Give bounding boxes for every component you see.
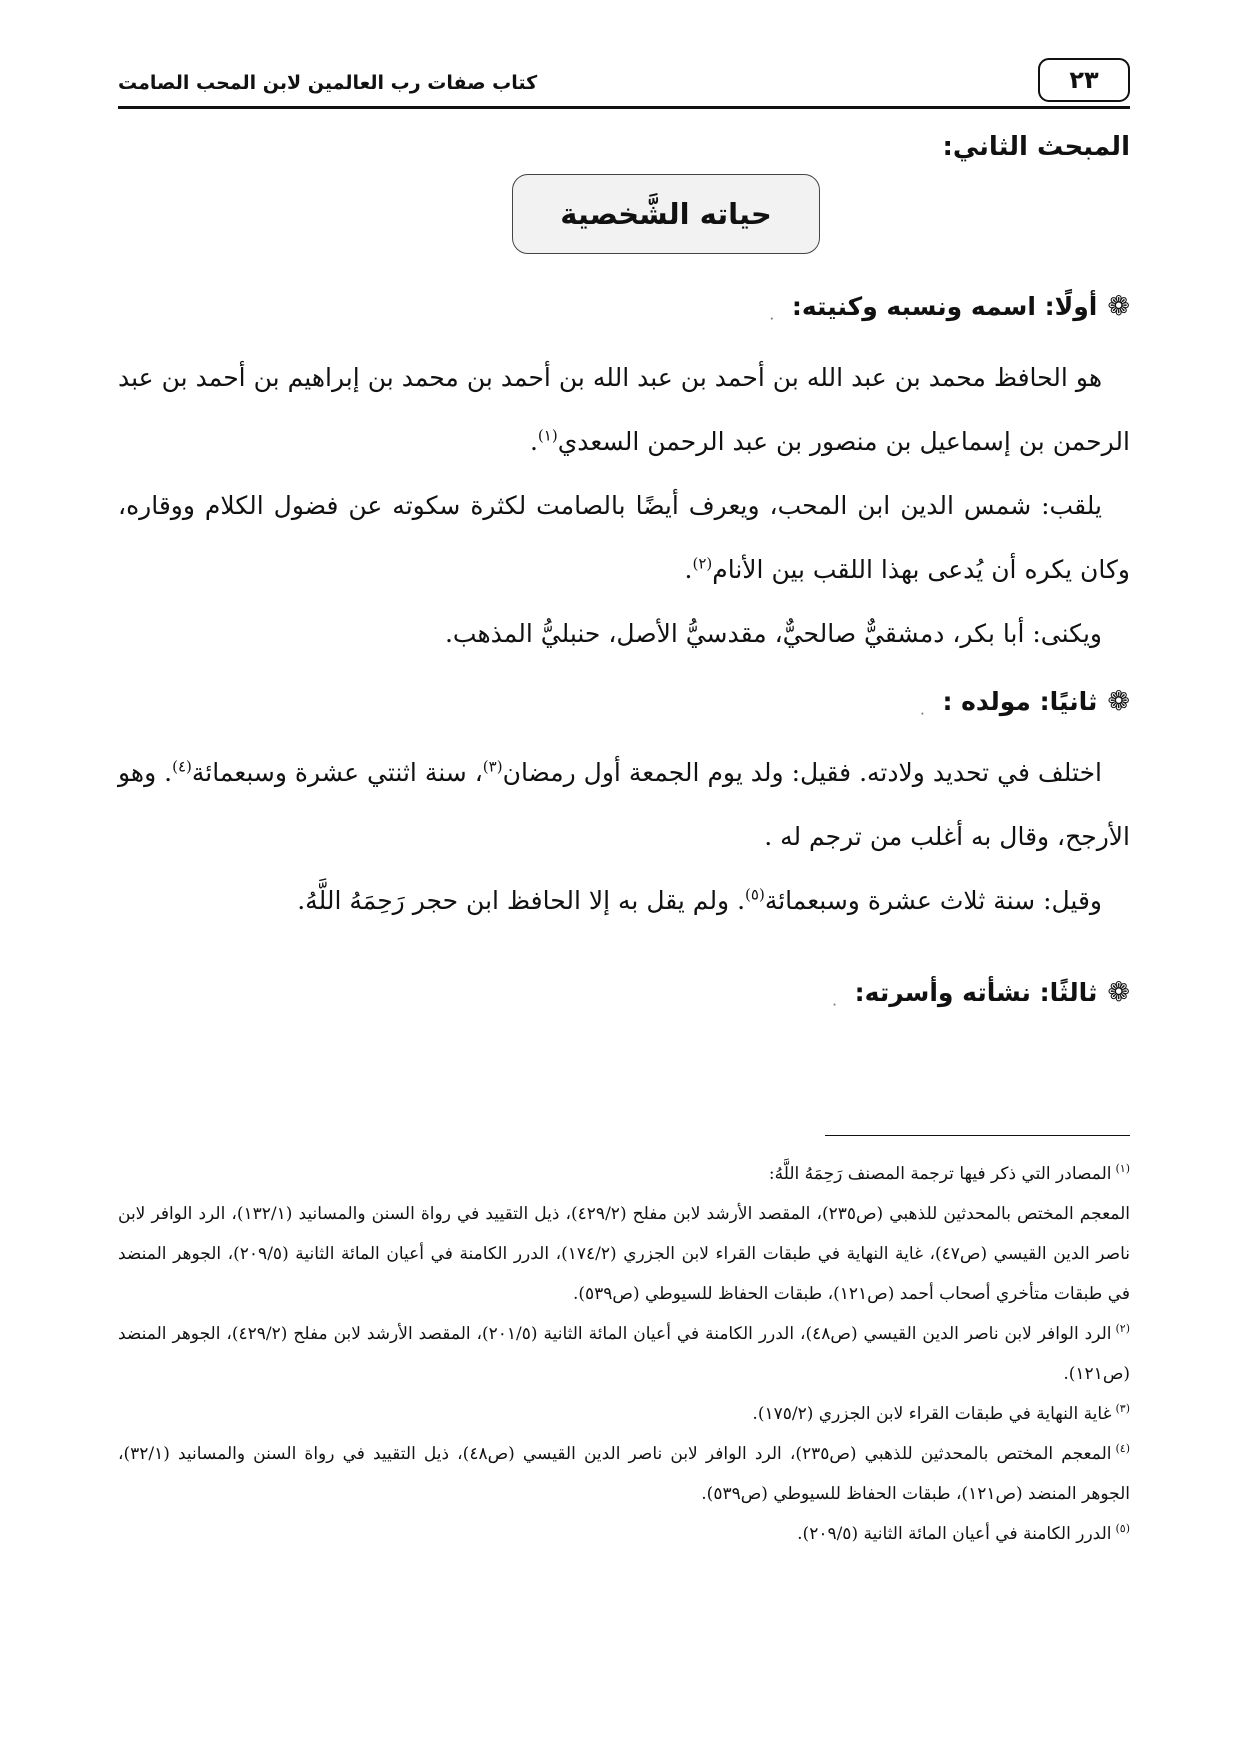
footnote-1-sources: المعجم المختص بالمحدثين للذهبي (ص٢٣٥)، المقصد الأرشد لابن مفلح (٤٢٩/٢)، ذيل التقييد في رواة السنن والمسانيد (١٣٢/١)، الرد الوافر لابن ناصر الدين القيسي (ص٤٧)، غاية النهاية في طبقات القراء لابن الجزري (١٧٤/٢)، الدرر الكامنة في أعيان المائة الثانية (٢٠٩/٥)، الجوهر المنضد في طبقات متأخري أصحاب أحمد (ص١٢١)، طبقات الحفاظ للسيوطي (ص٥٣٩).	[118, 1204, 1131, 1304]
section-title-box	[512, 174, 820, 254]
heading-text: ثانيًا: مولده :	[942, 687, 1098, 716]
margin-dot: ·	[920, 709, 925, 720]
footnote-ref-1[interactable]: (١)	[537, 426, 558, 445]
page-number: ٢٣	[1038, 58, 1130, 102]
footnote-5: $^{(٥)}$الدرر الكامنة في أعيان المائة الثانية (٢٠٩/٥).	[797, 1522, 1130, 1544]
flower-icon: ❁	[1107, 686, 1130, 717]
margin-dot: ·	[769, 314, 774, 325]
footnote-2: $^{(٢)}$الرد الوافر لابن ناصر الدين القيسي (ص٤٨)، الدرر الكامنة في أعيان المائة الثانية (٢٠١/٥)، المقصد الأرشد لابن مفلح (٤٢٩/٢)، الجوهر المنضد (ص١٢١).	[118, 1322, 1130, 1384]
heading-text: أولًا: اسمه ونسبه وكنيته:	[791, 292, 1098, 321]
heading-name-lineage	[769, 291, 1130, 325]
footnote-divider	[825, 1135, 1130, 1136]
footnote-ref-2[interactable]: (٢)	[692, 554, 713, 573]
paragraph-kunya: ويكنى: أبا بكر، دمشقيٌّ صالحيٌّ، مقدسيُّ الأصل، حنبليُّ المذهب.	[444, 619, 1102, 648]
flower-icon: ❁	[1107, 977, 1130, 1008]
book-title: كتاب صفات رب العالمين لابن المحب الصامت	[118, 72, 538, 94]
paragraph-title: يلقب: شمس الدين ابن المحب، ويعرف أيضًا بالصامت لكثرة سكوته عن فضول الكلام ووقاره، وكان يكره أن يُدعى بهذا اللقب بين الأنام$^{(٢)}$.	[118, 491, 1130, 584]
paragraph-birth-alt: وقيل: سنة ثلاث عشرة وسبعمائة$^{(٥)}$. ولم يقل به إلا الحافظ ابن حجر رَحِمَهُ اللَّهُ.	[297, 885, 1102, 915]
header-divider	[118, 106, 1130, 109]
paragraph-birth: اختلف في تحديد ولادته. فقيل: ولد يوم الجمعة أول رمضان$^{(٣)}$، سنة اثنتي عشرة وسبعمائة$^{(٤)}$. وهو الأرجح، وقال به أغلب من ترجم له .	[118, 757, 1130, 851]
footnotes	[118, 1154, 1130, 1554]
section-label: المبحث الثاني:	[942, 132, 1130, 162]
heading-birth	[920, 686, 1130, 720]
heading-text: ثالثًا: نشأته وأسرته:	[854, 978, 1098, 1007]
flower-icon: ❁	[1107, 291, 1130, 322]
footnote-ref-3[interactable]: (٣)	[482, 757, 503, 776]
footnote-3: $^{(٣)}$غاية النهاية في طبقات القراء لابن الجزري (١٧٥/٢).	[752, 1402, 1130, 1424]
footnote-ref-4[interactable]: (٤)	[172, 757, 192, 776]
footnote-ref-5[interactable]: (٥)	[745, 885, 765, 904]
page-header	[118, 52, 1130, 104]
footnote-4: $^{(٤)}$المعجم المختص بالمحدثين للذهبي (ص٢٣٥)، الرد الوافر لابن ناصر الدين القيسي (ص٤٨)، ذيل التقييد في رواة السنن والمسانيد (٣٢/١)، الجوهر المنضد (ص١٢١)، طبقات الحفاظ للسيوطي (ص٥٣٩).	[118, 1442, 1131, 1504]
footnote-1: $^{(١)}$المصادر التي ذكر فيها ترجمة المصنف رَحِمَهُ اللَّهُ:	[768, 1162, 1130, 1184]
heading-upbringing	[832, 977, 1130, 1011]
paragraph-lineage: هو الحافظ محمد بن عبد الله بن أحمد بن عبد الله بن أحمد بن محمد بن إبراهيم بن أحمد بن عبد الرحمن بن إسماعيل بن منصور بن عبد الرحمن السعدي$^{(١)}$.	[118, 363, 1130, 456]
section-title: حياته الشَّخصية	[560, 197, 772, 231]
margin-dot: ·	[832, 1000, 837, 1011]
